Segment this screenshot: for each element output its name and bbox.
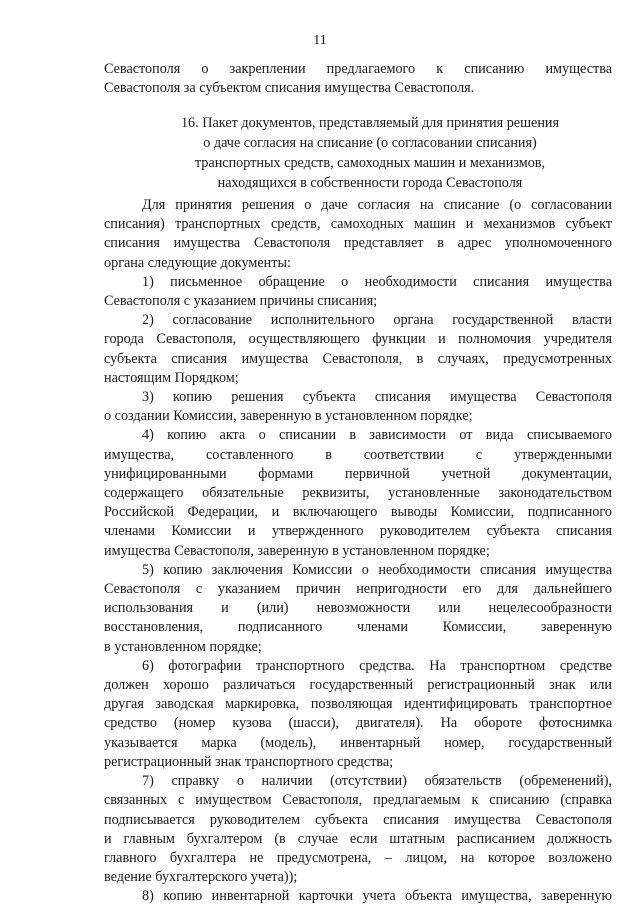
text-line: субъекта списания имущества Севастополя, в случаях, предусмотренных	[104, 350, 612, 367]
text-line: содержащего обязательные реквизиты, установленные законодательством	[104, 485, 612, 502]
text-line: связанных с имуществом Севастополя, предлагаемым к списанию (справка	[104, 792, 612, 809]
text-line: 7) справку о наличии (отсутствии) обязательств (обременений),	[142, 773, 612, 790]
text-line: другая заводская маркировка, позволяющая идентифицировать транспортное	[104, 696, 612, 713]
body-paragraph	[104, 311, 612, 388]
text-line: ведение бухгалтерского учета));	[104, 869, 298, 886]
page-number: 11	[313, 33, 327, 48]
text-line: должен хорошо различаться государственный регистрационный знак или	[104, 677, 612, 694]
body-paragraph	[104, 887, 612, 906]
text-line: 1) письменное обращение о необходимости списания имущества	[142, 273, 612, 290]
text-line: органа следующие документы:	[104, 254, 291, 271]
section-title	[104, 113, 612, 193]
body-paragraph	[104, 388, 612, 426]
body-text	[104, 196, 612, 907]
text-line: в установленном порядке;	[104, 638, 262, 655]
body-paragraph	[104, 426, 612, 560]
text-line: Севастополя с указанием причин непригодности его для дальнейшего	[104, 581, 612, 598]
text-line: подписывается руководителем субъекта списания имущества Севастополя	[104, 811, 612, 828]
body-paragraph	[104, 772, 612, 887]
text-line: членами Комиссии и утвержденного руководителем субъекта списания	[104, 523, 612, 540]
text-line: 3) копию решения субъекта списания имущества Севастополя	[142, 389, 612, 406]
text-line: использования и (или) невозможности или нецелесообразности	[104, 600, 612, 617]
text-line: Для принятия решения о даче согласия на списание (о согласовании	[142, 197, 612, 213]
text-line: средство (номер кузова (шасси), двигателя). На обороте фотоснимка	[104, 715, 612, 732]
section-title-line: о даче согласия на списание (о согласовании списания)	[203, 135, 537, 151]
text-line: 5) копию заключения Комиссии о необходимости списания имущества	[142, 561, 612, 578]
text-line: унифицированными формами первичной учетной документации,	[104, 465, 612, 482]
text-line: главного бухгалтера не предусмотрена, – лицом, на которое возложено	[104, 849, 612, 866]
text-line: имущества Севастополя, заверенную в установленном порядке;	[104, 542, 490, 559]
text-line: списания имущества Севастополя представляет в адрес уполномоченного	[104, 235, 612, 252]
text-line: Севастополя с указанием причины списания;	[104, 293, 378, 310]
text-line: списания) транспортных средств, самоходных машин и механизмов субъект	[104, 216, 612, 233]
body-paragraph	[104, 561, 612, 657]
body-paragraph	[104, 273, 612, 311]
section-title-line: находящихся в собственности города Севастополя	[217, 175, 523, 191]
text-line: Севастополя за субъектом списания имущества Севастополя.	[104, 80, 475, 97]
section-title-line: транспортных средств, самоходных машин и механизмов,	[194, 155, 546, 171]
body-paragraph	[104, 657, 612, 772]
text-line: и главным бухгалтером (в случае если штатным расписанием должность	[104, 830, 612, 847]
text-line: 4) копию акта о списании в зависимости от вида списываемого	[142, 427, 612, 444]
text-line: регистрационный знак транспортного средства;	[104, 753, 394, 770]
text-line: имущества, составленного в соответствии с утвержденными	[104, 446, 612, 463]
text-line: Севастополя о закреплении предлагаемого к списанию имущества	[104, 61, 612, 77]
text-line: указывается марка (модель), инвентарный номер, государственный	[104, 734, 612, 751]
text-line: Российской Федерации, и включающего выводы Комиссии, подписанного	[104, 504, 612, 521]
text-line: настоящим Порядком;	[104, 369, 239, 386]
intro-paragraph	[104, 60, 612, 98]
text-line: восстановления, подписанного членами Комиссии, заверенную	[104, 619, 612, 636]
text-line: 6) фотографии транспортного средства. На транспортном средстве	[142, 657, 612, 674]
text-line: города Севастополя, осуществляющего функции и полномочия учредителя	[104, 331, 612, 348]
text-line: 8) копию инвентарной карточки учета объекта имущества, заверенную	[142, 888, 612, 905]
text-line: о создании Комиссии, заверенную в установленном порядке;	[104, 408, 473, 425]
text-line: 2) согласование исполнительного органа государственной власти	[142, 312, 612, 329]
section-title-line: 16. Пакет документов, представляемый для принятия решения	[180, 115, 560, 131]
body-paragraph	[104, 196, 612, 273]
